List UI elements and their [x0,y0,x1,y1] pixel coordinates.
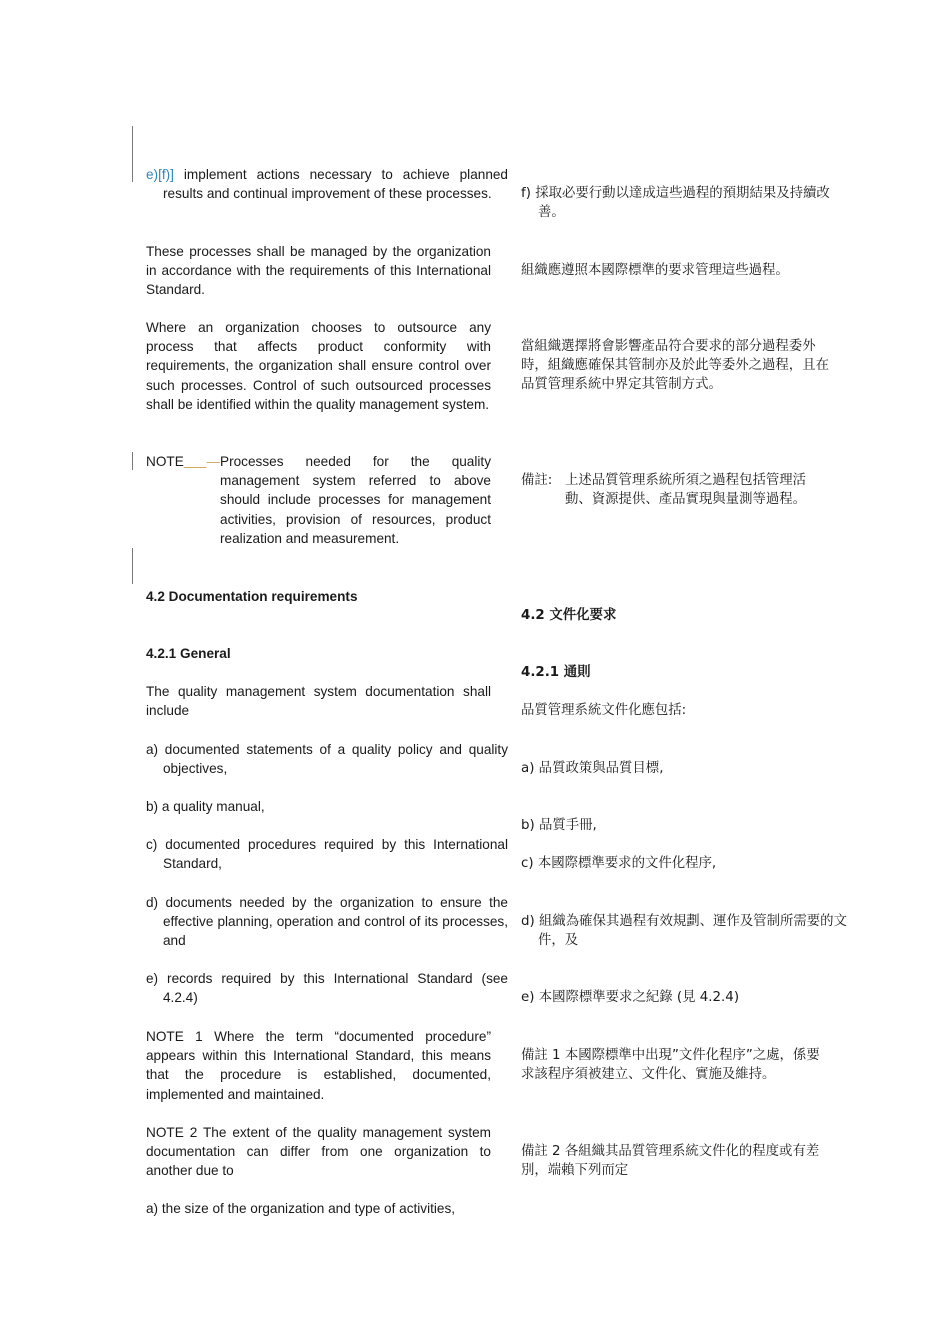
en-item-d: d) documents needed by the organization to ensure the effective planning, operation and control of its processes, and [146,895,508,949]
revision-bar-note [132,452,133,470]
en-note-2: NOTE 2 The extent of the quality management system documentation can differ from one organization to another due to [146,1125,491,1179]
en-item-e-text: implement actions necessary to achieve planned results and continual improvement of these processes. [163,167,508,202]
en-para-managed: These processes shall be managed by the organization in accordance with the requirements of this International Standard. [146,244,491,298]
zh-item-a: a) 品質政策與品質目標, [521,761,664,776]
zh-item-d: d) 組織為確保其過程有效規劃、運作及管制所需要的文件，及 [521,914,847,949]
en-heading-4-2-1: 4.2.1 General [146,646,231,661]
zh-para-include: 品質管理系統文件化應包括: [521,703,687,718]
zh-note-text: 上述品質管理系統所須之過程包括管理活動、資源提供、產品實現與量測等過程。 [565,473,807,508]
revision-bar-heading [132,548,133,584]
en-para-include: The quality management system documentation shall include [146,684,491,719]
revision-bar-top [132,126,133,182]
en-note-1: NOTE 1 Where the term “documented procedure” appears within this International Standard, this means that the procedure is established, documented, implemented and maintained. [146,1029,491,1102]
en-item-size: a) the size of the organization and type of activities, [146,1201,456,1216]
en-note [146,452,491,548]
revision-marker: e)[f)] [146,167,174,182]
en-item-e [146,165,508,203]
zh-note-2: 備註 2 各組織其品質管理系統文件化的程度或有差別，端賴下列而定 [521,1144,820,1179]
tracked-dash: — [206,454,221,469]
en-note-label: NOTE — [146,454,221,469]
tracked-insertion [184,454,207,469]
en-heading-4-2: 4.2 Documentation requirements [146,589,358,604]
zh-note-1: 備註 1 本國際標準中出現”文件化程序”之處，係要求該程序須被建立、文件化、實施及維持。 [521,1048,820,1083]
en-note-text: Processes needed for the quality management system referred to above should include processes for management activities, provision of resources, product realization and measurement. [220,454,491,546]
zh-note [521,471,831,509]
zh-item-c: c) 本國際標準要求的文件化程序, [521,856,717,871]
en-item-a: a) documented statements of a quality policy and quality objectives, [146,742,508,777]
zh-heading-4-2: 4.2 文件化要求 [521,608,617,623]
zh-item-b: b) 品質手冊, [521,818,597,833]
en-item-e-records: e) records required by this International Standard (see 4.2.4) [146,971,508,1006]
zh-item-f: f) 採取必要行動以達成這些過程的預期結果及持續改善。 [521,186,830,221]
zh-note-label: 備註: [521,473,553,488]
zh-heading-4-2-1: 4.2.1 通則 [521,665,591,680]
en-item-b: b) a quality manual, [146,799,265,814]
zh-item-e: e) 本國際標準要求之紀錄 (見 4.2.4) [521,990,740,1005]
zh-para-outsource: 當組織選擇將會影響產品符合要求的部分過程委外時，組織應確保其管制亦及於此等委外之過程，且在品質管理系統中界定其管制方式。 [521,339,829,393]
zh-para-managed: 組織應遵照本國際標準的要求管理這些過程。 [521,263,789,278]
en-para-outsource: Where an organization chooses to outsource any process that affects product conformity with requirements, the organization shall ensure control over such processes. Control of such outsourced processes shall be identified within the quality management system. [146,320,491,412]
en-item-c: c) documented procedures required by this International Standard, [146,837,508,872]
